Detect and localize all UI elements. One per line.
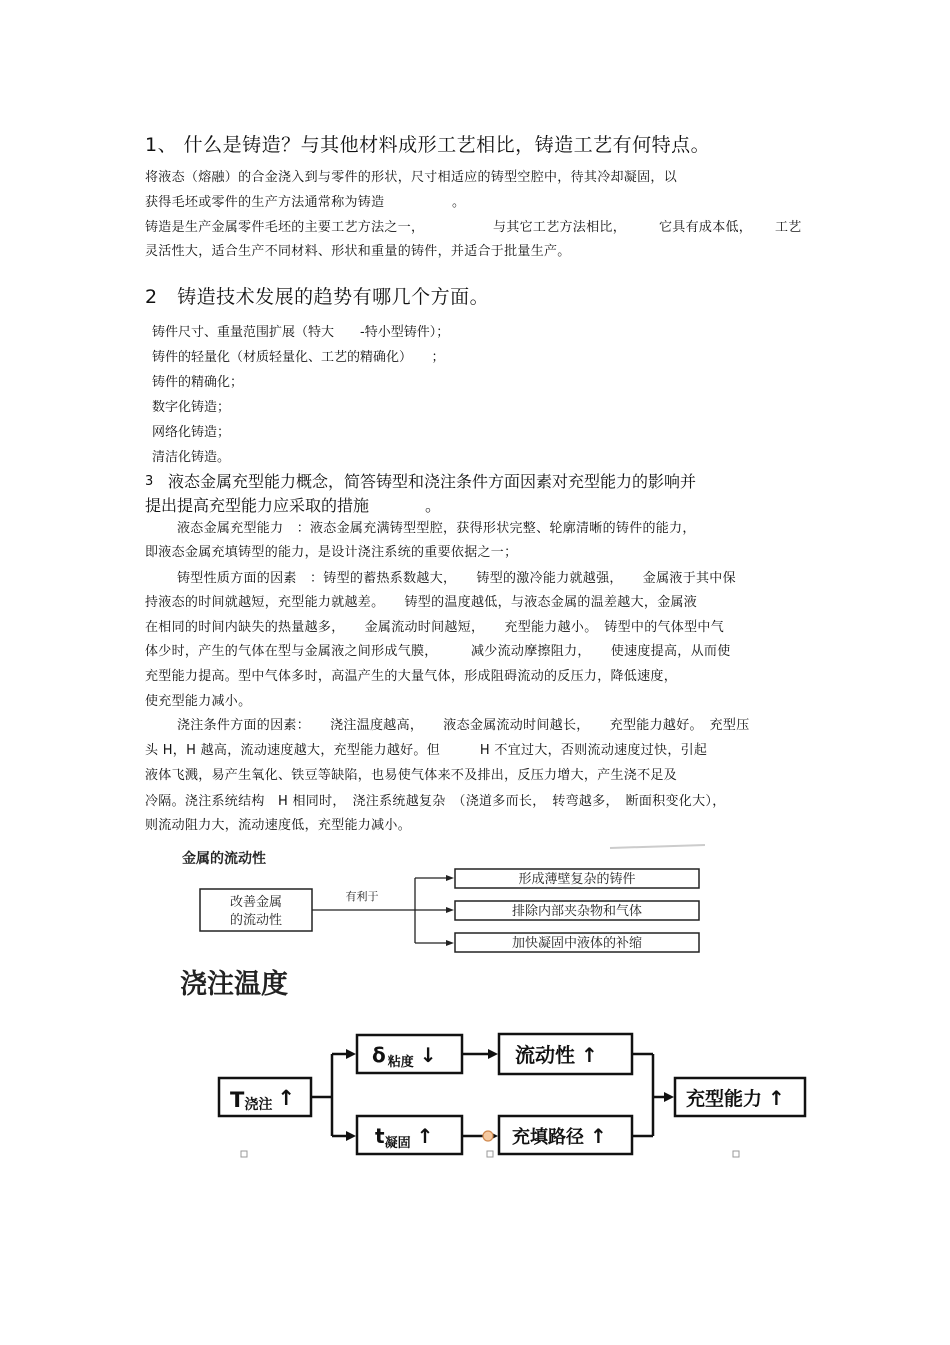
q1-line-4: 灵活性大，适合生产不同材料、形状和重量的铸件，并适合于批量生产。 [145, 244, 571, 259]
q3-p2-line: 持液态的时间就越短，充型能力就越差。 铸型的温度越低，与液态金属的温差越大，金属液 [145, 595, 698, 610]
selection-handle [483, 1131, 493, 1141]
q3-number: 3 [145, 474, 154, 489]
image-edge-decoration [610, 845, 705, 848]
q1-line-3d: 工艺 [775, 220, 802, 235]
arrow-head [664, 1092, 674, 1102]
selection-handle [241, 1151, 247, 1157]
q2-item: 数字化铸造； [152, 400, 231, 415]
benefit-label: 排除内部夹杂物和气体 [511, 904, 643, 919]
filling-path-label: 充填路径 ↑ [512, 1124, 607, 1148]
pouring-temp-label: T浇注 ↑ [230, 1086, 295, 1113]
selection-handle [733, 1151, 739, 1157]
q3-title-line-2: 提出提高充型能力应采取的措施 [145, 496, 370, 515]
q3-p1-line: 即液态金属充填铸型的能力，是设计浇注系统的重要依据之一； [145, 545, 518, 560]
q3-p2-line: 在相同的时间内缺失的热量越多， 金属流动时间越短， 充型能力越小。 铸型中的气体型中气 [145, 620, 725, 635]
q3-p3-line: 冷隔。浇注系统结构 H 相同时， 浇注系统越复杂 （浇道多而长， 转弯越多， 断面积变化大）， [145, 794, 726, 809]
q1-line-2-end: 。 [452, 195, 466, 210]
arrow-head [446, 875, 454, 881]
q2-item: 铸件的轻量化（材质轻量化、工艺的精确化） ； [152, 350, 445, 365]
q1-line-3a: 铸造是生产金属零件毛坯的主要工艺方法之一， [145, 220, 425, 235]
benefit-label: 加快凝固中液体的补缩 [511, 936, 643, 951]
arrow-head [488, 1049, 498, 1059]
selection-handle [487, 1151, 493, 1157]
solidification-time-label: $t_{凝固}$ ↑ [375, 1124, 434, 1151]
fluidity-diagram-title: 金属的流动性 [182, 851, 266, 867]
pouring-temperature-diagram [210, 1025, 815, 1165]
improve-fluidity-label: 改善金属 [229, 895, 283, 910]
q2-item: 铸件尺寸、重量范围扩展（特大 -特小型铸件）； [152, 325, 450, 340]
q2-title: 2 铸造技术发展的趋势有哪几个方面。 [145, 286, 490, 308]
arrow-head [346, 1131, 356, 1141]
q3-p1-line: 液态金属充型能力 ：液态金属充满铸型型腔，获得形状完整、轮廓清晰的铸件的能力， [177, 521, 696, 536]
q2-item: 铸件的精确化； [152, 375, 244, 390]
q3-p2-line: 使充型能力减小。 [145, 694, 252, 709]
benefit-label: 形成薄壁复杂的铸件 [518, 872, 636, 887]
q3-title-end: 。 [425, 496, 442, 515]
q1-title: 1、 什么是铸造？与其他材料成形工艺相比，铸造工艺有何特点。 [145, 134, 711, 156]
fluidity-diagram [170, 842, 710, 958]
q3-p3-line: 则流动阻力大，流动速度低，充型能力减小。 [145, 818, 412, 833]
q2-item: 清洁化铸造。 [152, 450, 231, 465]
q3-title-line-1: 液态金属充型能力概念，简答铸型和浇注条件方面因素对充型能力的影响并 [168, 472, 697, 491]
q3-p2-line: 铸型性质方面的因素 ：铸型的蓄热系数越大， 铸型的激冷能力就越强， 金属液于其中保 [177, 571, 736, 586]
arrow-head [446, 940, 454, 946]
pouring-temperature-title: 浇注温度 [180, 969, 288, 1000]
q3-p3-line: 浇注条件方面的因素： 浇注温度越高， 液态金属流动时间越长， 充型能力越好。 充型压 [177, 718, 750, 733]
q3-p2-line: 体少时，产生的气体在型与金属液之间形成气膜， 减少流动摩擦阻力， 使速度提高，从而使 [145, 644, 731, 659]
viscosity-label: δ $_{粘度}$ ↓ [372, 1043, 437, 1070]
q1-line-3c: 它具有成本低， [659, 220, 753, 235]
beneficial-label: 有利于 [345, 890, 379, 903]
filling-capacity-label: 充型能力 ↑ [686, 1086, 785, 1110]
q3-p3-line: 液体飞溅，易产生氧化、铁豆等缺陷，也易使气体来不及排出，反压力增大，产生浇不足及 [145, 768, 678, 783]
q1-line-3b: 与其它工艺方法相比， [493, 220, 627, 235]
q2-item: 网络化铸造； [152, 425, 231, 440]
improve-fluidity-label: 的流动性 [229, 913, 283, 928]
q1-line-1: 将液态（熔融）的合金浇入到与零件的形状，尺寸相适应的铸型空腔中，待其冷却凝固，以 [145, 170, 678, 185]
q3-p2-line: 充型能力提高。型中气体多时，高温产生的大量气体，形成阻碍流动的反压力，降低速度， [145, 669, 678, 684]
arrow-head [346, 1049, 356, 1059]
q1-line-2: 获得毛坯或零件的生产方法通常称为铸造 [145, 195, 385, 210]
arrow-head [446, 907, 454, 913]
fluidity-label: 流动性 ↑ [515, 1043, 598, 1067]
q3-p3-line: 头 H，H 越高，流动速度越大，充型能力越好。但 H 不宜过大，否则流动速度过快，引起 [145, 743, 708, 758]
